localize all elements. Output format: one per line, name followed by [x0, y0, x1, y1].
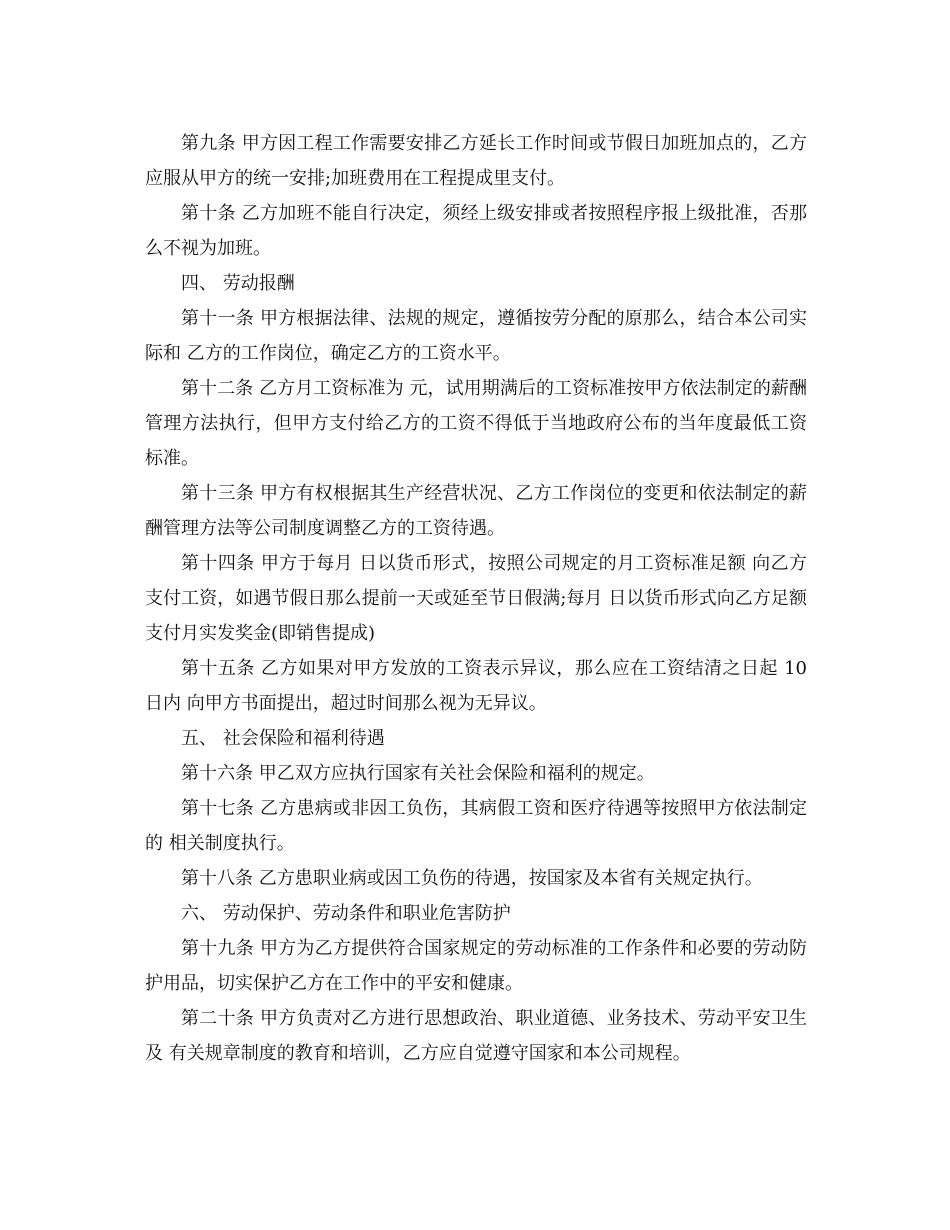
section-heading-4: 四、 劳动报酬 — [181, 273, 295, 294]
article-12: 第十二条 乙方月工资标准为 元，试用期满后的工资标准按甲方依法制定的薪酬管理方法执行，但甲方支付给乙方的工资不得低于当地政府公布的当年度最低工资标准。 — [145, 378, 807, 469]
article-13: 第十三条 甲方有权根据其生产经营状况、乙方工作岗位的变更和依法制定的薪酬管理方法等公司制度调整乙方的工资待遇。 — [145, 483, 807, 539]
article-11: 第十一条 甲方根据法律、法规的规定，遵循按劳分配的原那么，结合本公司实际和 乙方的工作岗位，确定乙方的工资水平。 — [145, 308, 807, 364]
section-heading-5: 五、 社会保险和福利待遇 — [181, 728, 385, 749]
article-14: 第十四条 甲方于每月 日以货币形式，按照公司规定的月工资标准足额 向乙方支付工资，如遇节假日那么提前一天或延至节日假满;每月 日以货币形式向乙方足额支付月实发奖金(即销售提成) — [145, 553, 807, 644]
article-19: 第十九条 甲方为乙方提供符合国家规定的劳动标准的工作条件和必要的劳动防 护用品，切实保护乙方在工作中的平安和健康。 — [145, 938, 807, 994]
article-9: 第九条 甲方因工程工作需要安排乙方延长工作时间或节假日加班加点的，乙方应服从甲方的统一安排;加班费用在工程提成里支付。 — [145, 133, 807, 189]
article-16: 第十六条 甲乙双方应执行国家有关社会保险和福利的规定。 — [181, 763, 655, 784]
section-heading-6: 六、 劳动保护、劳动条件和职业危害防护 — [181, 903, 511, 924]
article-18: 第十八条 乙方患职业病或因工负伤的待遇，按国家及本省有关规定执行。 — [181, 868, 763, 889]
article-17: 第十七条 乙方患病或非因工负伤，其病假工资和医疗待遇等按照甲方依法制定的 相关制度执行。 — [145, 798, 807, 854]
article-10: 第十条 乙方加班不能自行决定，须经上级安排或者按照程序报上级批准，否那么不视为加班。 — [145, 203, 807, 259]
article-20: 第二十条 甲方负责对乙方进行思想政治、职业道德、业务技术、劳动平安卫生及 有关规章制度的教育和培训，乙方应自觉遵守国家和本公司规程。 — [145, 1008, 807, 1064]
article-15: 第十五条 乙方如果对甲方发放的工资表示异议，那么应在工资结清之日起 10 日内 向甲方书面提出，超过时间那么视为无异议。 — [145, 658, 807, 714]
document-body — [145, 126, 807, 1071]
